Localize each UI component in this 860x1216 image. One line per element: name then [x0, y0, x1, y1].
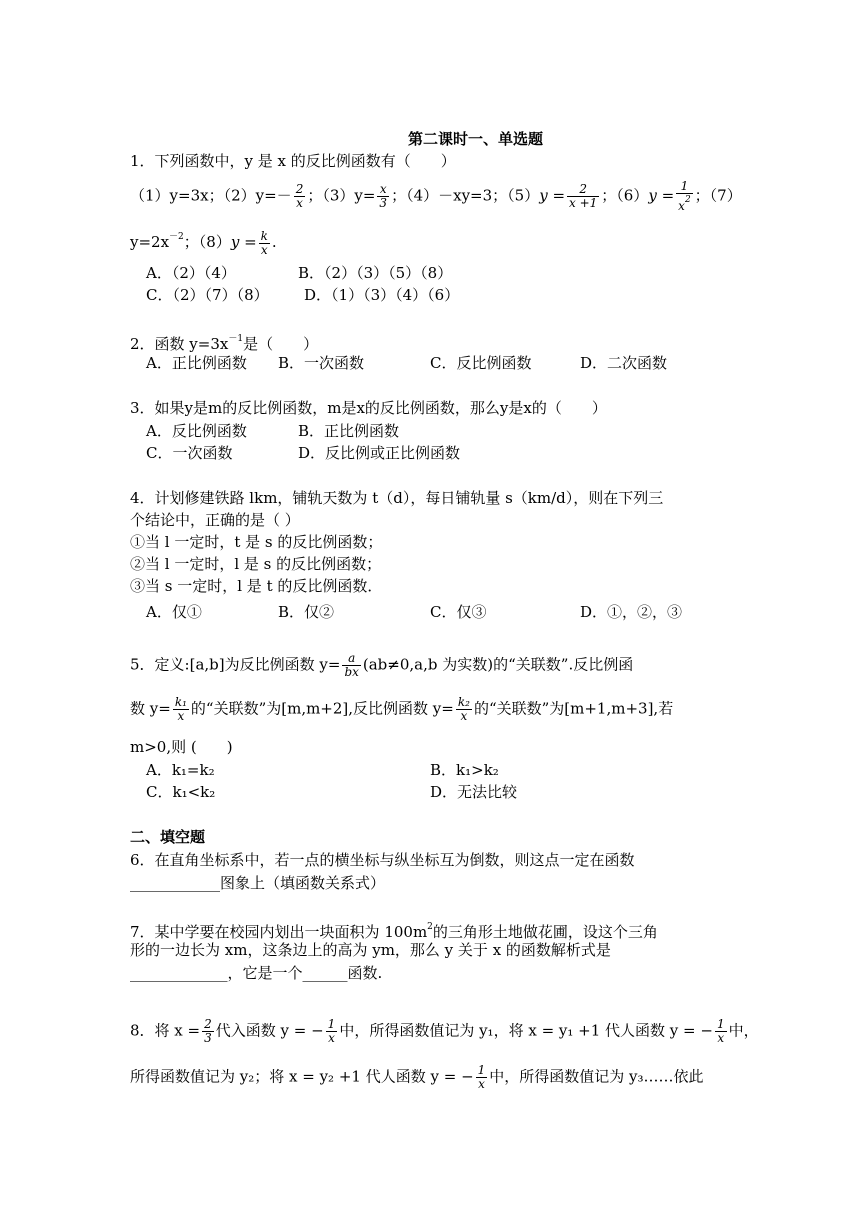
q7-line2: 形的一边长为 xm，这条边上的高为 ym，那么 y 关于 x 的函数解析式是	[130, 941, 611, 959]
exponent: －2	[169, 232, 184, 242]
q1-text: ；（6）	[601, 186, 649, 205]
q8-text: 中，所得函数值记为 y₁，将 x = y₁ +1 代人函数 y = −	[339, 1021, 713, 1040]
exponent: 2	[427, 922, 433, 932]
fraction: $\frac{1}{x}$	[716, 1017, 725, 1045]
q2-text: 是（ ）	[243, 335, 319, 353]
option-d[interactable]: D．二次函数	[580, 354, 668, 372]
q7-text: 7．某中学要在校园内划出一块面积为 100m	[130, 923, 428, 941]
q4-line1: 4．计划修建铁路 lkm，铺轨天数为 t（d），每日铺轨量 s（km/d），则在下列三	[130, 489, 664, 507]
fraction: $\frac{x}{3}$	[379, 182, 388, 210]
q1-text: ；（7）	[694, 186, 742, 205]
q1-text: y =	[648, 186, 675, 205]
option-b[interactable]: B．仅②	[278, 603, 335, 621]
q8-text: 中，所得函数值记为 y₃……依此	[489, 1067, 704, 1086]
option-a[interactable]: A．（2）（4）	[146, 264, 236, 282]
q1-text: （1）y=3x；（2）y=－	[130, 186, 292, 205]
option-c[interactable]: C．k₁<k₂	[146, 783, 216, 801]
q5-line1	[130, 652, 633, 679]
q8-text: 中，	[728, 1021, 759, 1040]
fraction: $\frac{2}{x}$	[295, 182, 304, 210]
option-d[interactable]: D．无法比较	[430, 783, 518, 801]
q4-conclusion-1: ①当 l 一定时，t 是 s 的反比例函数；	[130, 533, 383, 551]
q8-text: 代入函数 y = −	[215, 1021, 324, 1040]
q1-text: y=2x	[130, 233, 170, 251]
q8-line1	[130, 1018, 759, 1045]
q5-text: (ab≠0,a,b 为实数)的“关联数”.反比例函	[362, 655, 634, 674]
q8-line2	[130, 1064, 704, 1091]
q1-stem: 1．下列函数中，y 是 x 的反比例函数有（ ）	[130, 152, 456, 170]
q5-line2	[130, 696, 673, 723]
q5-text: 数 y=	[130, 699, 171, 718]
q1-text: y =	[230, 233, 257, 251]
q1-text: .	[271, 233, 277, 251]
fraction: $\frac{1}{x^2}$	[678, 179, 691, 213]
q4-conclusion-2: ②当 l 一定时，l 是 s 的反比例函数；	[130, 555, 382, 573]
page-title: 第二课时一、单选题	[408, 130, 544, 148]
q1-text: ；（4）－xy=3；（5）	[391, 186, 540, 205]
fraction: $\frac{a}{bx}$	[344, 651, 359, 679]
fraction: $\frac{2}{x +1}$	[569, 182, 598, 210]
option-d[interactable]: D．①，②，③	[580, 603, 683, 621]
option-b[interactable]: B．一次函数	[278, 354, 365, 372]
option-c[interactable]: C．（2）（7）（8）	[146, 286, 269, 304]
q1-line3	[130, 226, 277, 257]
q2-text: 2．函数 y=3x	[130, 335, 229, 353]
option-a[interactable]: A．仅①	[146, 603, 202, 621]
option-c[interactable]: C．反比例函数	[430, 354, 532, 372]
q1-text: ；（3）y=	[307, 186, 376, 205]
fraction: $\frac{2}{3}$	[204, 1017, 212, 1045]
option-d[interactable]: D．反比例或正比例函数	[298, 444, 461, 462]
q3-stem: 3．如果y是m的反比例函数，m是x的反比例函数，那么y是x的（ ）	[130, 399, 607, 417]
q4-line2: 个结论中，正确的是（ ）	[130, 511, 300, 529]
fraction: $\frac{k}{x}$	[260, 228, 268, 257]
option-b[interactable]: B．k₁>k₂	[430, 761, 499, 779]
exponent: －1	[228, 334, 244, 344]
option-a[interactable]: A．正比例函数	[146, 354, 247, 372]
q8-text: 所得函数值记为 y₂；将 x = y₂ +1 代人函数 y = −	[130, 1067, 474, 1086]
q5-line3: m>0,则 ( )	[130, 738, 233, 756]
option-a[interactable]: A．k₁=k₂	[146, 761, 215, 779]
option-d[interactable]: D．（1）（3）（4）（6）	[304, 286, 460, 304]
q1-text: ；（8）	[183, 233, 231, 251]
fraction: $\frac{1}{x}$	[477, 1063, 486, 1091]
fraction: $\frac{1}{x}$	[327, 1017, 336, 1045]
q5-text: 的“关联数”为[m+1,m+3],若	[473, 699, 674, 718]
q6-line2: ____________图象上（填函数关系式）	[130, 874, 386, 892]
q5-text: 的“关联数”为[m,m+2],反比例函数 y=	[190, 699, 454, 718]
option-c[interactable]: C．一次函数	[146, 444, 233, 462]
option-c[interactable]: C．仅③	[430, 603, 487, 621]
option-a[interactable]: A．反比例函数	[146, 422, 247, 440]
q7-line3: _____________，它是一个______函数.	[130, 964, 383, 982]
q4-conclusion-3: ③当 s 一定时，l 是 t 的反比例函数．	[130, 577, 383, 595]
q1-text: y =	[539, 186, 566, 205]
q1-line2	[130, 180, 742, 213]
q5-text: 5．定义:[a,b]为反比例函数 y=	[130, 655, 341, 674]
fraction: $\frac{\text{k₂}}{x}$	[457, 695, 470, 723]
q8-text: 8．将 x =	[130, 1021, 201, 1040]
option-b[interactable]: B．正比例函数	[298, 422, 400, 440]
q2-stem	[130, 328, 318, 355]
q7-text: 的三角形土地做花圃，设这个三角	[432, 923, 658, 941]
option-b[interactable]: B．（2）（3）（5）（8）	[298, 264, 453, 282]
q6-line1: 6．在直角坐标系中，若一点的横坐标与纵坐标互为倒数，则这点一定在函数	[130, 851, 635, 869]
fraction: $\frac{\text{k₁}}{x}$	[174, 695, 187, 723]
section-heading: 二、填空题	[130, 828, 206, 846]
